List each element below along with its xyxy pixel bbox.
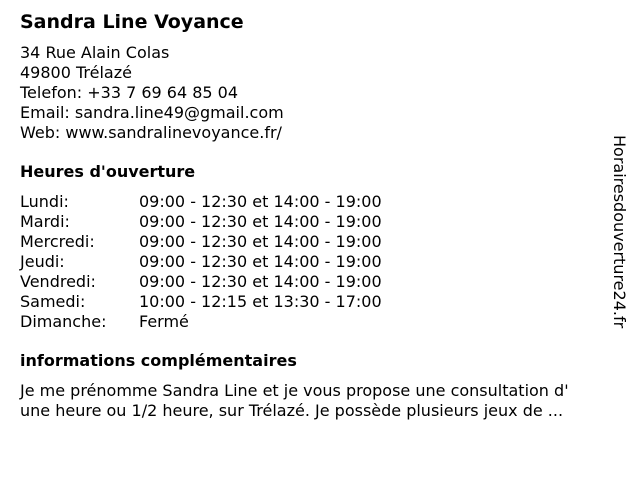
- time-range: 09:00 - 12:30 et 14:00 - 19:00: [139, 272, 382, 291]
- day-label: Lundi:: [20, 192, 69, 211]
- additional-info-text: [20, 381, 620, 421]
- day-label: Dimanche:: [20, 312, 107, 331]
- hours-row-saturday: [20, 292, 620, 312]
- source-credit: Horairesdouverture24.fr: [610, 135, 629, 329]
- phone-number: Telefon: +33 7 69 64 85 04: [20, 83, 239, 102]
- business-name: Sandra Line Voyance: [20, 11, 244, 33]
- hours-row-tuesday: [20, 212, 620, 232]
- opening-hours-heading: Heures d'ouverture: [20, 162, 196, 181]
- hours-row-thursday: [20, 252, 620, 272]
- website-address: Web: www.sandralinevoyance.fr/: [20, 123, 282, 142]
- opening-hours-table: [20, 192, 620, 332]
- contact-details: [20, 43, 620, 143]
- business-card: [20, 10, 620, 421]
- address-street: 34 Rue Alain Colas: [20, 43, 170, 62]
- hours-row-wednesday: [20, 232, 620, 252]
- hours-row-monday: [20, 192, 620, 212]
- day-label: Samedi:: [20, 292, 86, 311]
- day-label: Mardi:: [20, 212, 70, 231]
- time-range: Fermé: [139, 312, 189, 331]
- info-line: une heure ou 1/2 heure, sur Trélazé. Je possède plusieurs jeux de ...: [20, 401, 564, 420]
- additional-info-heading: informations complémentaires: [20, 351, 297, 370]
- day-label: Mercredi:: [20, 232, 95, 251]
- time-range: 09:00 - 12:30 et 14:00 - 19:00: [139, 232, 382, 251]
- time-range: 10:00 - 12:15 et 13:30 - 17:00: [139, 292, 382, 311]
- hours-row-friday: [20, 272, 620, 292]
- hours-row-sunday: [20, 312, 620, 332]
- day-label: Vendredi:: [20, 272, 96, 291]
- email-address: Email: sandra.line49@gmail.com: [20, 103, 284, 122]
- time-range: 09:00 - 12:30 et 14:00 - 19:00: [139, 212, 382, 231]
- day-label: Jeudi:: [20, 252, 65, 271]
- address-city: 49800 Trélazé: [20, 63, 132, 82]
- info-line: Je me prénomme Sandra Line et je vous propose une consultation d': [20, 381, 569, 400]
- time-range: 09:00 - 12:30 et 14:00 - 19:00: [139, 192, 382, 211]
- time-range: 09:00 - 12:30 et 14:00 - 19:00: [139, 252, 382, 271]
